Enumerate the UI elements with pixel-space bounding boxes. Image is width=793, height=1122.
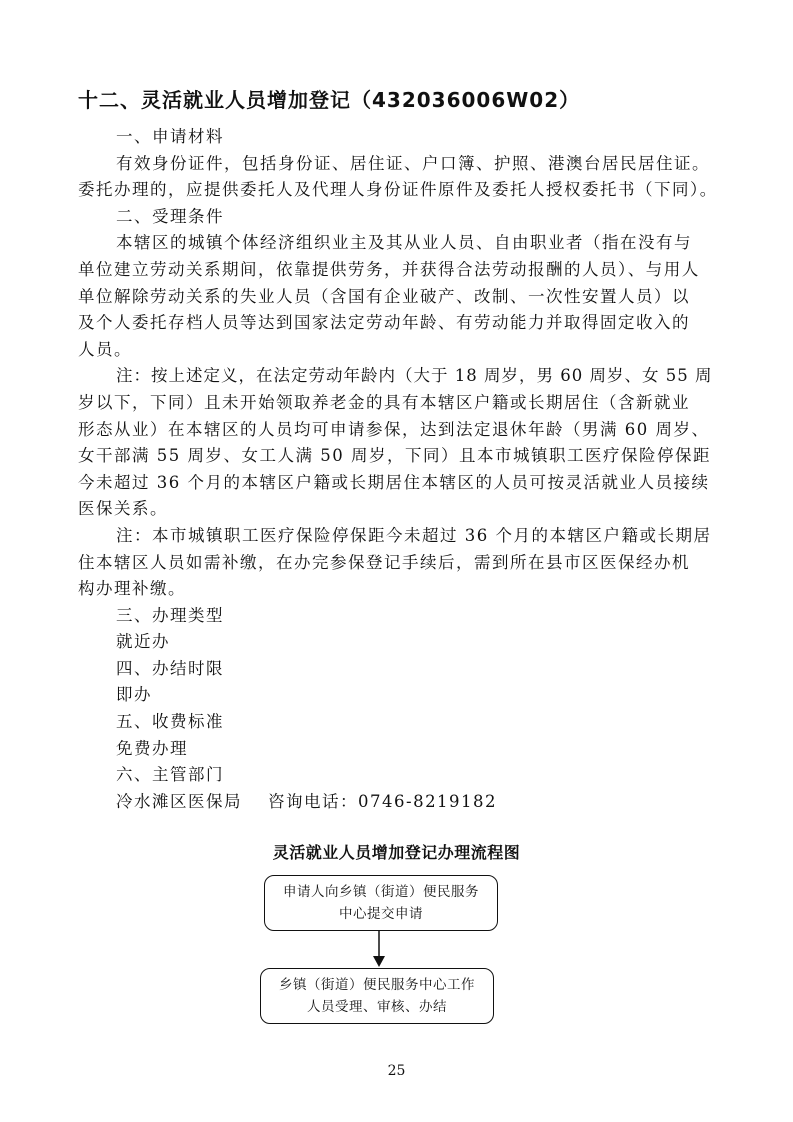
line-19: 就近办	[116, 632, 170, 652]
line-5: 单位建立劳动关系期间，依靠提供劳务，并获得合法劳动报酬的人员）、与用人	[78, 259, 700, 279]
line-9: 注：按上述定义，在法定劳动年龄内（大于 18 周岁，男 60 周岁、女 55 周	[116, 366, 713, 386]
section-title: 十二、灵活就业人员增加登记（432036006W02）	[78, 88, 581, 112]
line-1: 有效身份证件，包括身份证、居住证、户口簿、护照、港澳台居民居住证。	[116, 153, 710, 173]
line-18: 三、办理类型	[116, 605, 224, 625]
flowchart-title: 灵活就业人员增加登记办理流程图	[272, 843, 521, 862]
line-3: 二、受理条件	[116, 206, 224, 226]
contact-phone: 咨询电话：0746-8219182	[268, 791, 498, 811]
flow-step-process	[260, 968, 494, 1024]
line-0: 一、申请材料	[116, 127, 224, 146]
line-2: 委托办理的，应提供委托人及代理人身份证件原件及委托人授权委托书（下同）。	[78, 180, 718, 200]
line-21: 即办	[116, 685, 152, 705]
page-number: 25	[387, 1063, 406, 1079]
line-12: 女干部满 55 周岁、女工人满 50 周岁，下同）且本市城镇职工医疗保险停保距	[78, 446, 711, 466]
line-10: 岁以下，下同）且未开始领取养老金的具有本辖区户籍或长期居住（含新就业	[78, 392, 690, 412]
flow-step-apply-line-1: 申请人向乡镇（街道）便民服务	[283, 884, 479, 900]
line-17: 构办理补缴。	[78, 579, 186, 599]
line-7: 及个人委托存档人员等达到国家法定劳动年龄、有劳动能力并取得固定收入的	[78, 313, 690, 333]
line-8: 人员。	[78, 339, 132, 359]
line-24: 六、主管部门	[116, 765, 224, 785]
line-15: 注：本市城镇职工医疗保险停保距今未超过 36 个月的本辖区户籍或长期居	[116, 525, 712, 545]
flow-step-process-line-1: 乡镇（街道）便民服务中心工作	[279, 977, 475, 993]
flow-step-process-line-2: 人员受理、审核、办结	[307, 999, 447, 1015]
line-13: 今未超过 36 个月的本辖区户籍或长期居住本辖区的人员可按灵活就业人员接续	[78, 472, 710, 492]
line-4: 本辖区的城镇个体经济组织业主及其从业人员、自由职业者（指在没有与	[116, 233, 692, 253]
flow-step-apply-line-2: 中心提交申请	[339, 906, 423, 922]
department-name: 冷水滩区医保局	[116, 791, 242, 811]
line-11: 形态从业）在本辖区的人员均可申请参保，达到法定退休年龄（男满 60 周岁、	[78, 419, 710, 439]
line-16: 住本辖区人员如需补缴，在办完参保登记手续后，需到所在县市区医保经办机	[78, 552, 690, 572]
line-6: 单位解除劳动关系的失业人员（含国有企业破产、改制、一次性安置人员）以	[78, 286, 690, 306]
line-22: 五、收费标准	[116, 712, 224, 732]
line-14: 医保关系。	[78, 499, 168, 519]
line-20: 四、办结时限	[116, 658, 224, 678]
line-23: 免费办理	[116, 738, 188, 758]
